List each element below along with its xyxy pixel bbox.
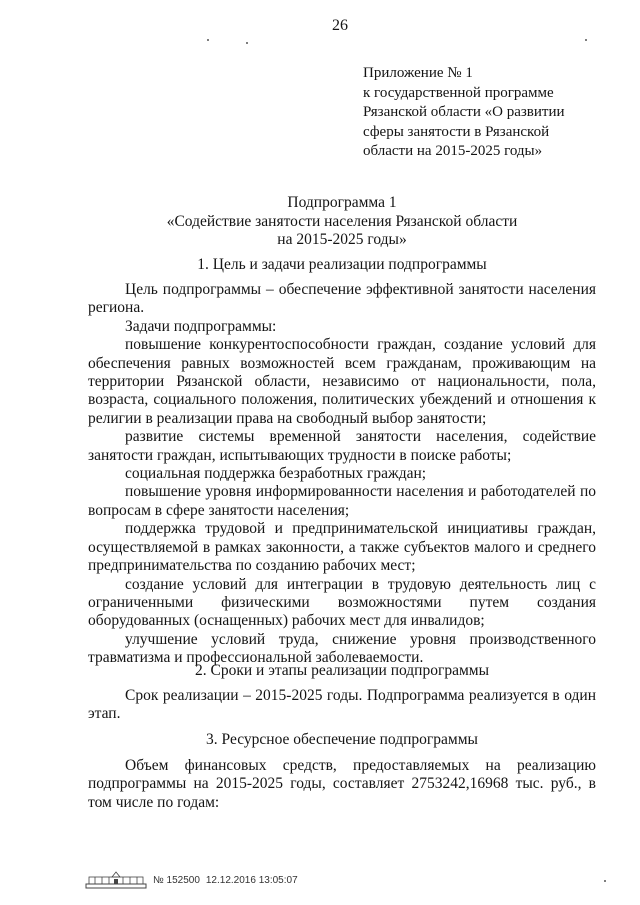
task-item: создание условий для интеграции в трудовую деятельность лиц с ограниченными физическими возможностями путем создания оборудованных (оснащенных) рабочих мест для инвалидов; <box>88 575 596 630</box>
footer-datetime: 12.12.2016 13:05:07 <box>205 874 298 886</box>
goal-paragraph: Цель подпрограммы – обеспечение эффективной занятости населения региона. <box>88 281 596 317</box>
appendix-note <box>363 64 565 162</box>
appendix-line: сферы занятости в Рязанской <box>363 123 550 140</box>
footer-doc-number: № 152500 <box>153 874 200 886</box>
task-item: повышение конкурентоспособности граждан, создание условий для обеспечения равных возможностей всем гражданам, проживающим на территории Рязанской области, независимо от национальности, пола, возраста, социального положения, политических убеждений и отношения к религии в реализации права на свободный выбор занятости; <box>88 336 596 427</box>
section-goals-body <box>88 281 596 668</box>
section-heading-terms: 2. Сроки и этапы реализации подпрограммы <box>194 662 489 679</box>
scan-speck <box>246 42 248 44</box>
building-logo-icon <box>85 871 147 889</box>
scan-speck <box>207 39 209 41</box>
subprogram-name: «Содействие занятости населения Рязанской области <box>166 212 518 230</box>
scan-speck <box>604 880 606 882</box>
appendix-line: области на 2015-2025 годы» <box>363 143 543 160</box>
scan-speck <box>585 39 587 41</box>
task-item: повышение уровня информированности населения и работодателей по вопросам в сфере занятости населения; <box>88 483 596 519</box>
resources-paragraph: Объем финансовых средств, предоставляемых на реализацию подпрограммы на 2015-2025 годы, составляет 2753242,16968 тыс. руб., в том числе по годам: <box>88 757 596 811</box>
task-item: развитие системы временной занятости населения, содействие занятости граждан, испытывающих трудности в поиске работы; <box>88 428 596 464</box>
task-item: поддержка трудовой и предпринимательской инициативы граждан, осуществляемой в рамках законности, а также субъектов малого и среднего предпринимательства по созданию рабочих мест; <box>88 520 596 575</box>
page-number: 26 <box>332 17 348 34</box>
section-terms-body <box>88 687 596 724</box>
subprogram-period: на 2015-2025 годы» <box>277 231 407 248</box>
appendix-line: Рязанской области «О развитии <box>363 104 565 121</box>
subprogram-title-block <box>88 194 596 250</box>
appendix-line: Приложение № 1 <box>363 65 473 81</box>
subprogram-title: Подпрограмма 1 <box>287 194 397 211</box>
tasks-label: Задачи подпрограммы: <box>125 317 277 335</box>
task-item: социальная поддержка безработных граждан; <box>125 465 427 483</box>
terms-paragraph: Срок реализации – 2015-2025 годы. Подпрограмма реализуется в один этап. <box>88 687 596 723</box>
section-resources-body <box>88 757 596 812</box>
task-item: улучшение условий труда, снижение уровня производственного травматизма и профессиональной заболеваемости. <box>88 630 596 667</box>
section-heading-resources: 3. Ресурсное обеспечение подпрограммы <box>206 731 478 748</box>
section-heading-goals: 1. Цель и задачи реализации подпрограммы <box>197 256 487 273</box>
appendix-line: к государственной программе <box>363 84 554 101</box>
document-footer-stamp <box>85 869 298 891</box>
